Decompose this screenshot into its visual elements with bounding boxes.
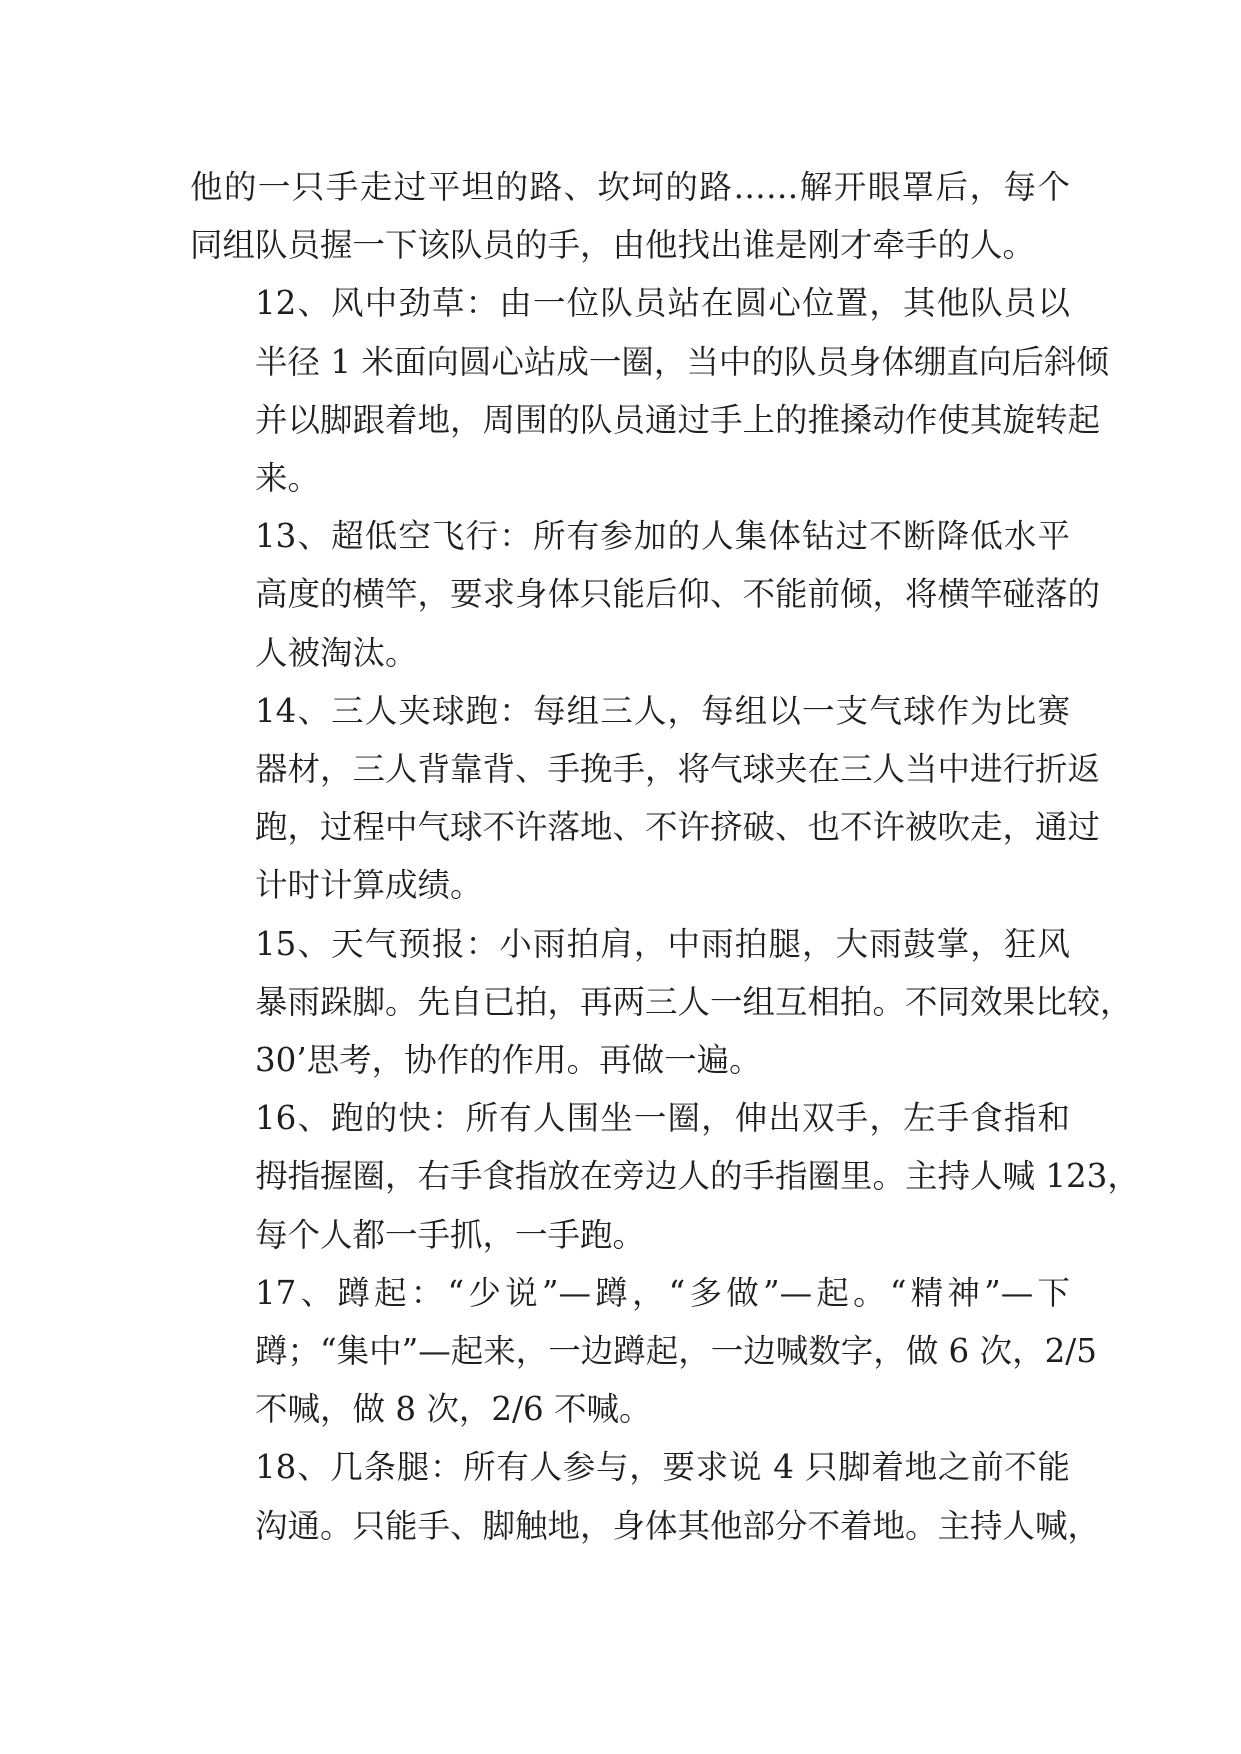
text-line: 他的一只手走过平坦的路、坎坷的路……解开眼罩后，每个 xyxy=(190,168,1070,206)
text-line: 半径 1 米面向圆心站成一圈，当中的队员身体绷直向后斜倾 xyxy=(255,342,1109,381)
paragraph xyxy=(190,1089,1140,1264)
text-line: 每个人都一手抓，一手跑。 xyxy=(255,1215,646,1254)
text-line: 拇指握圈，右手食指放在旁边人的手指圈里。主持人喊 123， xyxy=(255,1157,1140,1196)
paragraph xyxy=(190,274,1109,507)
paragraph xyxy=(190,915,1133,1090)
text-line: 17、蹲起：“少说”—蹲，“多做”—起。“精神”—下 xyxy=(255,1273,1070,1312)
text-line: 计时计算成绩。 xyxy=(255,866,483,905)
document-body xyxy=(190,158,1140,1555)
text-line: 跑，过程中气球不许落地、不许挤破、也不许被吹走，通过 xyxy=(255,808,1101,847)
text-line: 器材，三人背靠背、手挽手，将气球夹在三人当中进行折返 xyxy=(255,750,1101,789)
text-line: 高度的横竿，要求身体只能后仰、不能前倾，将横竿碰落的 xyxy=(255,575,1101,614)
text-line: 不喊，做 8 次，2/6 不喊。 xyxy=(255,1390,652,1429)
text-line: 并以脚跟着地，周围的队员通过手上的推搡动作使其旋转起 xyxy=(255,400,1101,439)
paragraph xyxy=(190,507,1101,682)
text-line: 同组队员握一下该队员的手，由他找出谁是刚才牵手的人。 xyxy=(190,226,1036,265)
text-line: 16、跑的快：所有人围坐一圈，伸出双手，左手食指和 xyxy=(255,1099,1070,1138)
text-line: 30’思考，协作的作用。再做一遍。 xyxy=(255,1041,762,1080)
text-line: 18、几条腿：所有人参与，要求说 4 只脚着地之前不能 xyxy=(255,1448,1070,1487)
paragraph xyxy=(190,1438,1101,1554)
text-line: 暴雨跺脚。先自已拍，再两三人一组互相拍。不同效果比较， xyxy=(255,982,1133,1021)
paragraph xyxy=(190,682,1101,915)
text-line: 来。 xyxy=(255,459,321,498)
text-line: 12、风中劲草：由一位队员站在圆心位置，其他队员以 xyxy=(255,284,1070,323)
text-line: 13、超低空飞行：所有参加的人集体钻过不断降低水平 xyxy=(255,517,1070,556)
text-line: 蹲；“集中”—起来，一边蹲起，一边喊数字，做 6 次，2/5 xyxy=(255,1332,1097,1371)
text-line: 人被淘汰。 xyxy=(255,633,418,672)
paragraph xyxy=(190,158,1070,274)
paragraph xyxy=(190,1264,1097,1439)
text-line: 14、三人夹球跑：每组三人，每组以一支气球作为比赛 xyxy=(255,691,1070,730)
text-line: 沟通。只能手、脚触地，身体其他部分不着地。主持人喊， xyxy=(255,1506,1101,1545)
text-line: 15、天气预报：小雨拍肩，中雨拍腿，大雨鼓掌，狂风 xyxy=(255,924,1070,963)
